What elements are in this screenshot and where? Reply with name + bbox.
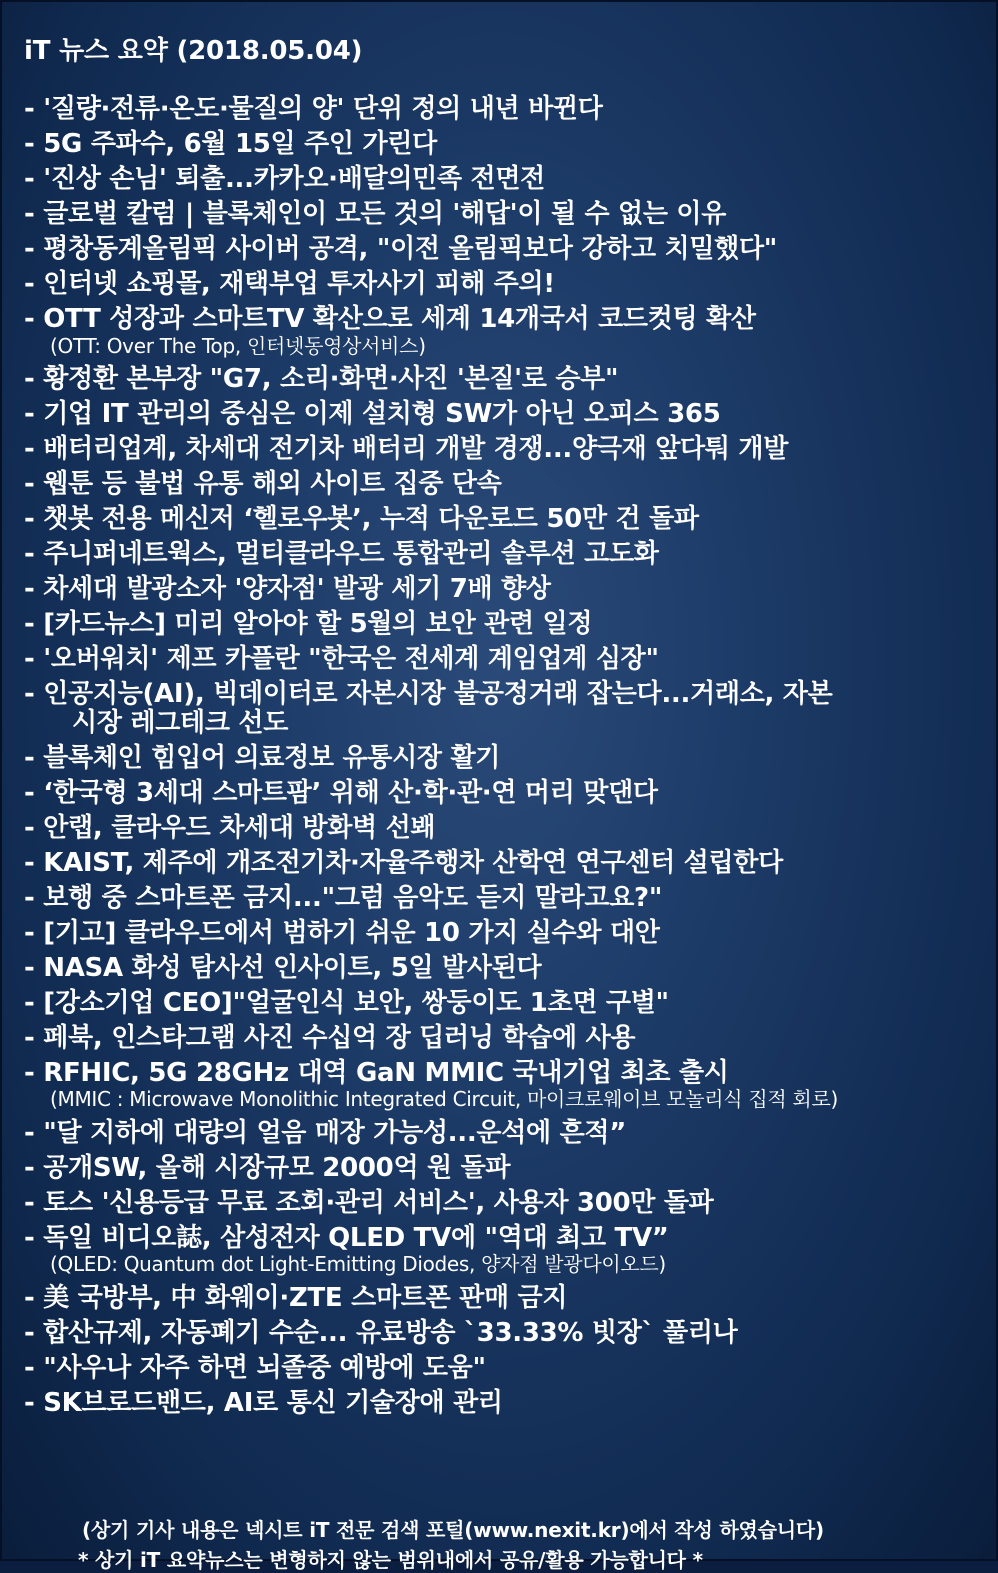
news-item bbox=[24, 470, 990, 499]
news-headline: - [강소기업 CEO]"얼굴인식 보안, 쌍둥이도 1초면 구별" bbox=[24, 987, 669, 1018]
news-item bbox=[24, 814, 990, 843]
news-item bbox=[24, 165, 990, 194]
news-item bbox=[24, 779, 990, 808]
news-headline: - 보행 중 스마트폰 금지..."그럼 음악도 듣지 말라고요?" bbox=[24, 882, 663, 913]
news-headline: - '오버워치' 제프 카플란 "한국은 전세계 계임업계 심장" bbox=[24, 644, 659, 674]
page-title: iT 뉴스 요약 (2018.05.04) bbox=[24, 36, 363, 66]
news-item bbox=[24, 575, 990, 604]
news-item bbox=[24, 435, 990, 464]
news-headline: - NASA 화성 탐사선 인사이트, 5일 발사된다 bbox=[24, 952, 542, 983]
news-item bbox=[24, 1354, 990, 1383]
news-item bbox=[24, 235, 990, 264]
news-note: (OTT: Over The Top, 인터넷동영상서비스) bbox=[50, 333, 426, 358]
news-item bbox=[24, 680, 990, 737]
news-item bbox=[24, 305, 990, 359]
news-item bbox=[24, 95, 990, 124]
news-headline: - "사우나 자주 하면 뇌졸중 예방에 도움" bbox=[24, 1352, 486, 1383]
news-note: (MMIC : Microwave Monolithic Integrated Circuit, 마이크로웨이브 모놀리식 집적 회로) bbox=[50, 1087, 838, 1111]
news-headline: - 공개SW, 올해 시장규모 2000억 원 돌파 bbox=[24, 1152, 511, 1183]
news-item bbox=[24, 1284, 990, 1313]
news-item bbox=[24, 1389, 990, 1418]
news-item bbox=[24, 919, 990, 948]
news-headline: - 글로벌 칼럼 | 블록체인이 모든 것의 '해답'이 될 수 없는 이유 bbox=[24, 199, 727, 229]
news-item bbox=[24, 1189, 990, 1218]
news-headline: - 차세대 발광소자 '양자점' 발광 세기 7배 향상 bbox=[24, 574, 551, 604]
news-headline: - 배터리업계, 차세대 전기차 배터리 개발 경쟁...양극재 앞다퉈 개발 bbox=[24, 434, 789, 464]
news-item bbox=[24, 1024, 990, 1053]
news-headline: - 토스 '신용등급 무료 조회·관리 서비스', 사용자 300만 돌파 bbox=[24, 1187, 714, 1218]
news-item bbox=[24, 1119, 990, 1148]
news-item bbox=[24, 1154, 990, 1183]
news-item bbox=[24, 130, 990, 159]
news-headline: - 인공지능(AI), 빅데이터로 자본시장 불공정거래 잡는다...거래소, 자본 bbox=[24, 679, 833, 709]
news-item bbox=[24, 645, 990, 674]
news-headline: - 기업 IT 관리의 중심은 이제 설치형 SW가 아닌 오피스 365 bbox=[24, 399, 721, 429]
footer-source: (상기 기사 내용은 넥시트 iT 전문 검색 포털(www.nexit.kr)에서 작성 하였습니다) bbox=[82, 1518, 824, 1542]
news-headline: - 황정환 본부장 "G7, 소리·화면·사진 '본질'로 승부" bbox=[24, 364, 619, 394]
news-headline: - 美 국방부, 中 화웨이·ZTE 스마트폰 판매 금지 bbox=[24, 1282, 568, 1313]
news-headline: - 웹툰 등 불법 유통 해외 사이트 집중 단속 bbox=[24, 469, 502, 499]
news-headline: - 평창동계올림픽 사이버 공격, "이전 올림픽보다 강하고 치밀했다" bbox=[24, 234, 778, 264]
news-item bbox=[24, 954, 990, 983]
news-headline: - RFHIC, 5G 28GHz 대역 GaN MMIC 국내기업 최초 출시 bbox=[24, 1057, 729, 1088]
news-item bbox=[24, 365, 990, 394]
news-note: (QLED: Quantum dot Light-Emitting Diodes, 양자점 발광다이오드) bbox=[50, 1252, 666, 1276]
news-headline-continuation: 시장 레그테크 선도 bbox=[72, 707, 289, 738]
news-item bbox=[24, 540, 990, 569]
news-item bbox=[24, 1224, 990, 1278]
news-headline: - '질량·전류·온도·물질의 양' 단위 정의 내년 바뀐다 bbox=[24, 94, 603, 124]
news-item bbox=[24, 989, 990, 1018]
news-headline: - 주니퍼네트웍스, 멀티클라우드 통합관리 솔루션 고도화 bbox=[24, 539, 659, 569]
news-item bbox=[24, 270, 990, 299]
news-headline: - 5G 주파수, 6월 15일 주인 가린다 bbox=[24, 129, 437, 159]
news-headline: - SK브로드밴드, AI로 통신 기술장애 관리 bbox=[24, 1387, 503, 1418]
news-headline: - 독일 비디오誌, 삼성전자 QLED TV에 "역대 최고 TV” bbox=[24, 1222, 669, 1253]
footer-notice: * 상기 iT 요약뉴스는 변형하지 않는 범위내에서 공유/활용 가능합니다 * bbox=[78, 1548, 703, 1572]
news-item bbox=[24, 200, 990, 229]
news-item bbox=[24, 744, 990, 773]
news-item bbox=[24, 1319, 990, 1348]
news-headline: - KAIST, 제주에 개조전기차·자율주행차 산학연 연구센터 설립한다 bbox=[24, 847, 783, 878]
news-item bbox=[24, 400, 990, 429]
news-headline: - 블록체인 힘입어 의료정보 유통시장 활기 bbox=[24, 742, 501, 773]
news-headline: - 안랩, 클라우드 차세대 방화벽 선봬 bbox=[24, 812, 436, 843]
news-item bbox=[24, 849, 990, 878]
news-headline: - "달 지하에 대량의 얼음 매장 가능성...운석에 흔적” bbox=[24, 1117, 627, 1148]
news-item bbox=[24, 884, 990, 913]
news-headline: - 인터넷 쇼핑몰, 재택부업 투자사기 피해 주의! bbox=[24, 269, 555, 299]
news-headline: - 페북, 인스타그램 사진 수십억 장 딥러닝 학습에 사용 bbox=[24, 1022, 636, 1053]
news-list bbox=[24, 95, 990, 1424]
news-item bbox=[24, 505, 990, 534]
news-headline: - '진상 손님' 퇴출...카카오·배달의민족 전면전 bbox=[24, 164, 545, 194]
news-item bbox=[24, 610, 990, 639]
news-headline: - [기고] 클라우드에서 범하기 쉬운 10 가지 실수와 대안 bbox=[24, 917, 660, 948]
news-item bbox=[24, 1059, 990, 1113]
news-headline: - OTT 성장과 스마트TV 확산으로 세계 14개국서 코드컷팅 확산 bbox=[24, 304, 756, 334]
news-headline: - 합산규제, 자동폐기 수순... 유료방송 `33.33% 빗장` 풀리나 bbox=[24, 1317, 738, 1348]
news-headline: - [카드뉴스] 미리 알아야 할 5월의 보안 관련 일정 bbox=[24, 609, 593, 639]
news-headline: - ‘한국형 3세대 스마트팜’ 위해 산·학·관·연 머리 맞댄다 bbox=[24, 777, 658, 808]
news-headline: - 챗봇 전용 메신저 ‘헬로우봇’, 누적 다운로드 50만 건 돌파 bbox=[24, 504, 699, 534]
